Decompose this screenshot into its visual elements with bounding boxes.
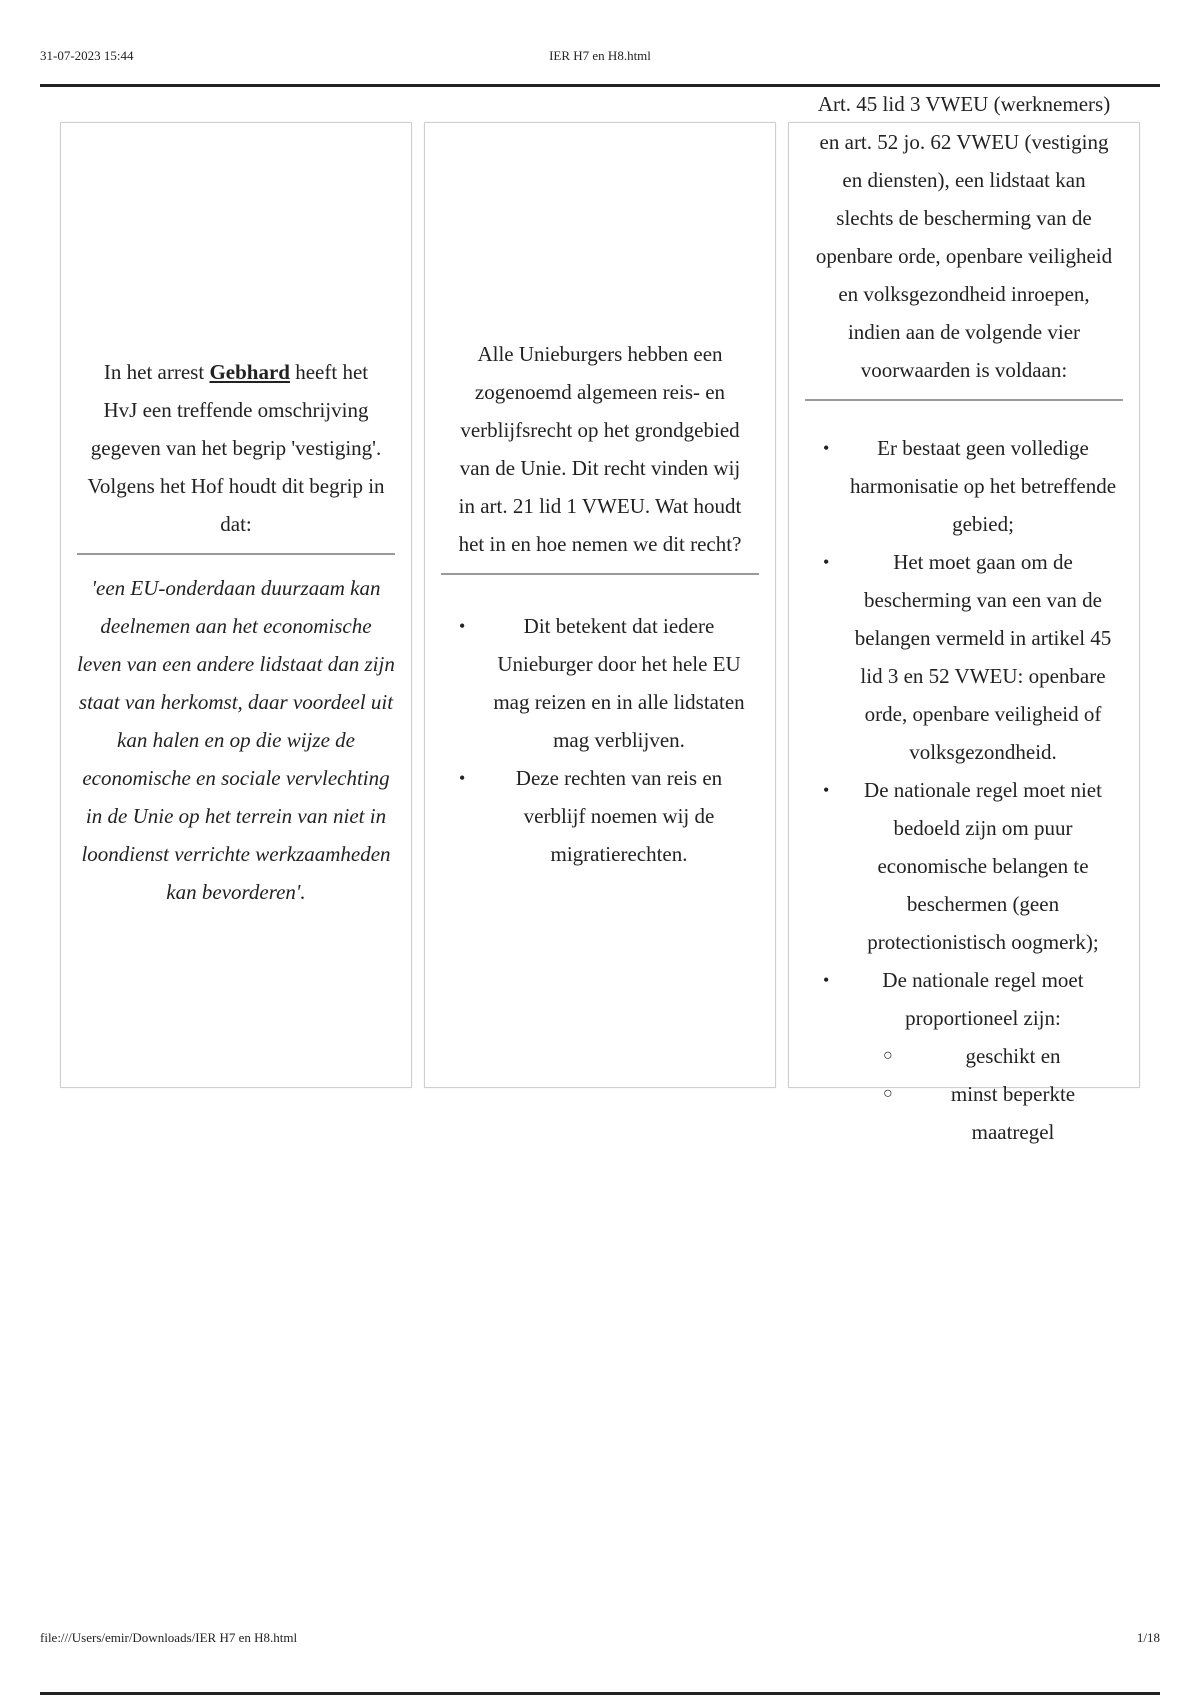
sub-list-item-text: geschikt en — [965, 1044, 1061, 1068]
card-back — [61, 555, 411, 911]
bullet-icon: • — [823, 552, 830, 572]
list-item — [441, 759, 759, 873]
flashcard-rechtvaardigingsgronden[interactable] — [788, 92, 1140, 1144]
case-name-gebhard: Gebhard — [209, 360, 290, 384]
list-item-text: De nationale regel moet proportioneel zijn: — [882, 968, 1084, 1030]
list-item-text: Dit betekent dat iedere Unieburger door het hele EU mag reizen en in alle lidstaten mag verblijven. — [493, 614, 745, 752]
list-item — [805, 543, 1123, 771]
list-item — [805, 961, 1123, 1151]
card-front — [425, 123, 775, 573]
page-number: 1/18 — [1136, 1630, 1160, 1645]
list-item — [805, 771, 1123, 961]
flashcard-gebhard[interactable] — [60, 122, 412, 1088]
bullet-icon: • — [459, 768, 466, 788]
print-footer — [40, 1626, 1160, 1695]
list-item-text: Het moet gaan om de bescherming van een van de belangen vermeld in artikel 45 lid 3 en 52 VWEU: openbare orde, openbare veiligheid of volksgezondheid. — [854, 550, 1112, 764]
answer-list — [441, 607, 759, 873]
file-path: file:///Users/emir/Downloads/IER H7 en H8.html — [40, 1630, 298, 1645]
card-front — [61, 123, 411, 553]
sub-list — [847, 1037, 1119, 1151]
sub-list-item — [847, 1037, 1119, 1075]
print-date: 31-07-2023 15:44 — [40, 48, 134, 63]
card-back — [425, 575, 775, 873]
question-text-after: heeft het HvJ een treffende omschrijving gegeven van het begrip 'vestiging'. Volgens het Hof houdt dit begrip in dat: — [87, 360, 385, 536]
print-header — [40, 44, 1160, 87]
flashcard-reis-en-verblijfsrecht[interactable] — [424, 122, 776, 1088]
answer-list — [805, 429, 1123, 1151]
card-question — [85, 353, 387, 543]
question-text-before: In het arrest — [103, 360, 210, 384]
sub-list-item-text: minst beperkte maatregel — [950, 1082, 1076, 1144]
list-item — [441, 607, 759, 759]
bullet-icon: • — [823, 780, 830, 800]
flashcard-grid — [60, 92, 1145, 1144]
circle-bullet-icon: ○ — [883, 1047, 893, 1064]
card-back — [789, 401, 1139, 1151]
sub-list-item — [847, 1075, 1119, 1151]
list-item-text: Er bestaat geen volledige harmonisatie op het betreffende gebied; — [849, 436, 1117, 536]
list-item-text: Deze rechten van reis en verblijf noemen wij de migratierechten. — [515, 766, 723, 866]
bullet-icon: • — [459, 616, 466, 636]
bullet-icon: • — [823, 438, 830, 458]
bullet-icon: • — [823, 970, 830, 990]
document-title: IER H7 en H8.html — [549, 48, 651, 63]
card-front — [789, 92, 1139, 399]
list-item-text: De nationale regel moet niet bedoeld zijn om puur economische belangen te beschermen (geen protectionistisch oogmerk); — [864, 778, 1102, 954]
list-item — [805, 429, 1123, 543]
card-question: Art. 45 lid 3 VWEU (werknemers) en art. 52 jo. 62 VWEU (vestiging en diensten), een lidstaat kan slechts de bescherming van de openbare orde, openbare veiligheid en volksgezondheid inroepen, indien aan de volgende vier voorwaarden is voldaan: — [815, 92, 1113, 382]
card-answer-quote: 'een EU-onderdaan duurzaam kan deelnemen aan het economische leven van een andere lidstaat dan zijn staat van herkomst, daar voordeel uit kan halen en op die wijze de economische en sociale vervlechting in de Unie op het terrein van niet in loondienst verrichte werkzaamheden kan bevorderen'. — [77, 576, 395, 904]
circle-bullet-icon: ○ — [883, 1085, 893, 1102]
card-question: Alle Unieburgers hebben een zogenoemd algemeen reis- en verblijfsrecht op het grondgebied van de Unie. Dit recht vinden wij in art. 21 lid 1 VWEU. Wat houdt het in en hoe nemen we dit recht? — [458, 342, 742, 556]
